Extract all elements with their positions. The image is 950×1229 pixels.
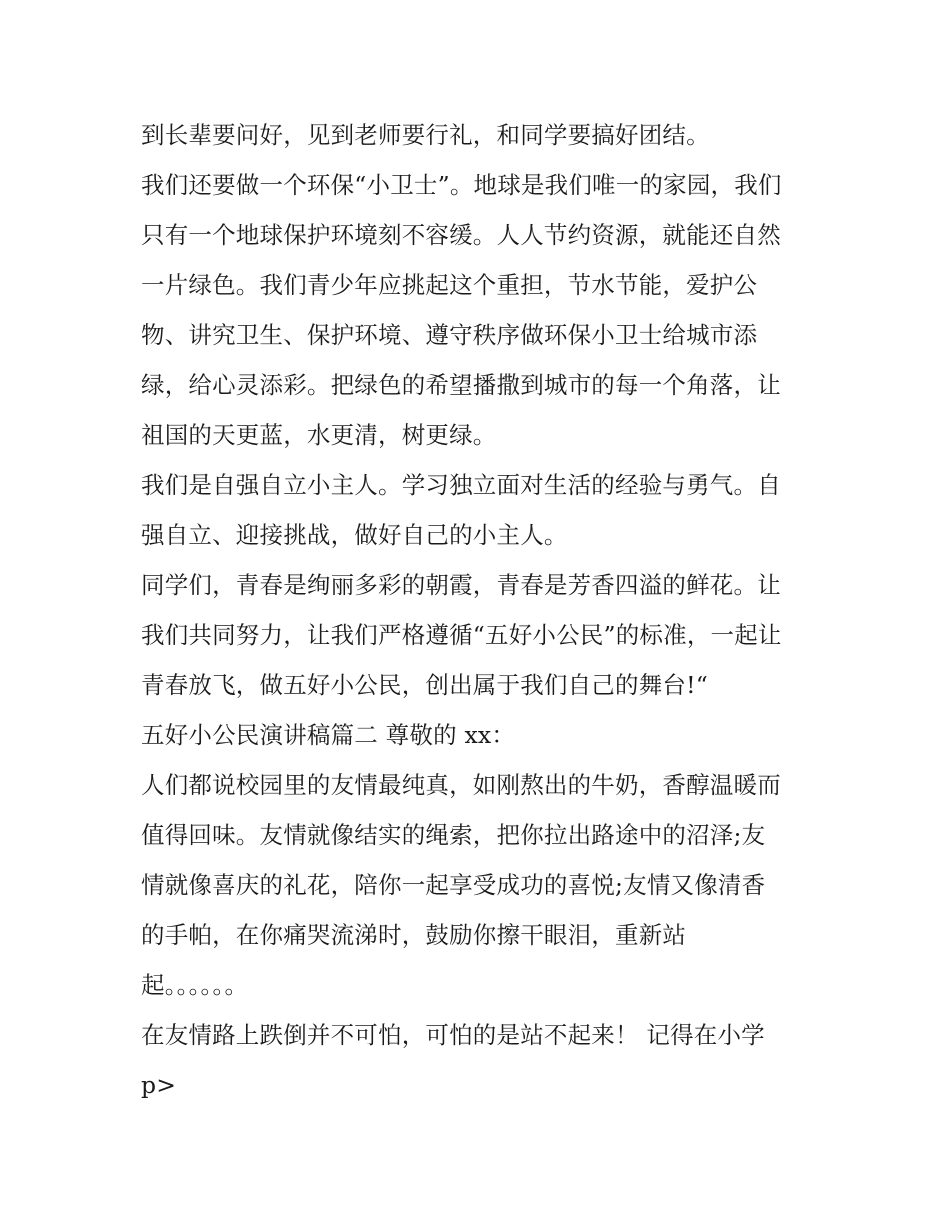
text-line: p> <box>141 1071 177 1099</box>
text-line: 我们共同努力，让我们严格遵循“五好小公民”的标准，一起让 <box>141 621 782 649</box>
text-line: 情就像喜庆的礼花，陪你一起享受成功的喜悦;友情又像清香 <box>141 871 766 899</box>
text-line: 祖国的天更蓝，水更清，树更绿。 <box>141 421 497 449</box>
text-line: 在友情路上跌倒并不可怕，可怕的是站不起来！ 记得在小学 <box>141 1021 765 1049</box>
section-heading: 五好小公民演讲稿篇二 尊敬的 xx： <box>141 721 516 749</box>
text-line: 我们还要做一个环保“小卫士”。地球是我们唯一的家园，我们 <box>141 171 782 199</box>
text-line: 同学们，青春是绚丽多彩的朝霞，青春是芳香四溢的鲜花。让 <box>141 571 781 599</box>
text-line: 的手帕，在你痛哭流涕时，鼓励你擦干眼泪，重新站 <box>141 921 687 949</box>
document-body <box>141 110 821 1110</box>
text-line: 物、讲究卫生、保护环境、遵守秩序做环保小卫士给城市添 <box>141 321 758 349</box>
text-line: 只有一个地球保护环境刻不容缓。人人节约资源，就能还自然 <box>141 221 781 249</box>
text-line: 强自立、迎接挑战，做好自己的小主人。 <box>141 521 568 549</box>
text-line: 我们是自强自立小主人。学习独立面对生活的经验与勇气。自 <box>141 471 781 499</box>
text-line: 值得回味。友情就像结实的绳索，把你拉出路途中的沼泽;友 <box>141 821 766 849</box>
text-line: 起。。。。。。 <box>141 971 249 999</box>
text-line: 一片绿色。我们青少年应挑起这个重担，节水节能，爱护公 <box>141 271 758 299</box>
text-line: 人们都说校园里的友情最纯真，如刚熬出的牛奶，香醇温暖而 <box>141 771 781 799</box>
text-line: 绿，给心灵添彩。把绿色的希望播撒到城市的每一个角落，让 <box>141 371 781 399</box>
text-line: 到长辈要问好，见到老师要行礼，和同学要搞好团结。 <box>141 121 710 149</box>
text-line: 青春放飞，做五好小公民，创出属于我们自己的舞台!“ <box>141 671 708 699</box>
